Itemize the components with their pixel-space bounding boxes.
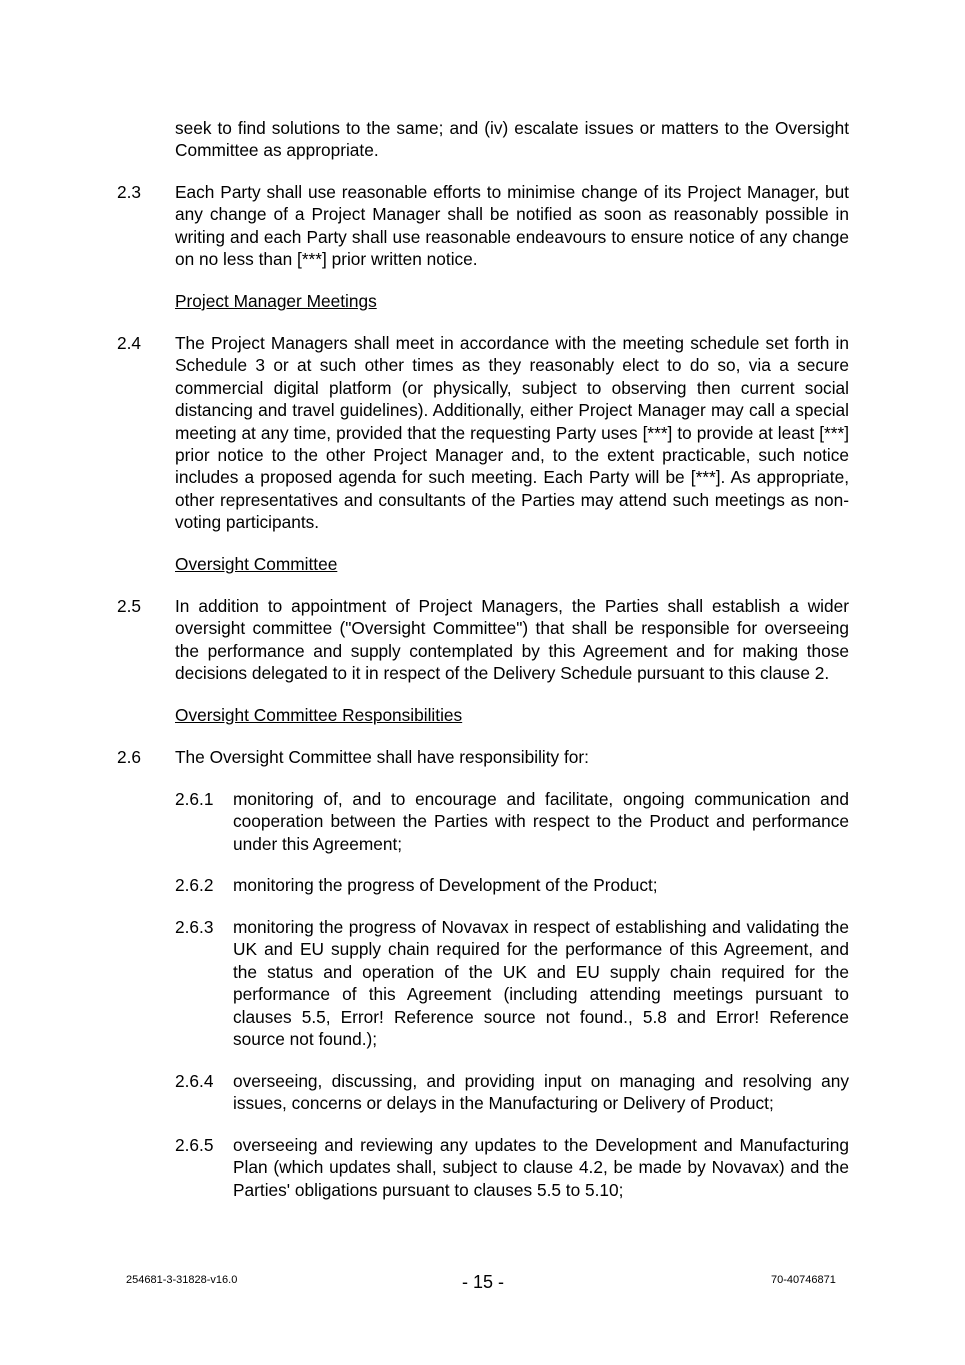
clause-2-6-5-text: overseeing and reviewing any updates to the Development and Manufacturing Plan (which updates shall, subject to clause 4.2, be made by Novavax) and the Parties' obligations pursuant to clauses 5.5 to 5.10;	[233, 1135, 849, 1200]
clause-2-6-2-text: monitoring the progress of Development of the Product;	[233, 875, 658, 895]
continuation-paragraph: seek to find solutions to the same; and (iv) escalate issues or matters to the Oversight Committee as appropriate.	[175, 118, 849, 161]
heading-oversight-committee: Oversight Committee	[175, 554, 338, 574]
clause-2-4-number: 2.4	[117, 333, 142, 353]
clause-2-6-4-number: 2.6.4	[175, 1071, 214, 1091]
clause-2-3-text: Each Party shall use reasonable efforts to minimise change of its Project Manager, but any change of a Project Manager shall be notified as soon as reasonably possible in writing and each Party shall use reasonable endeavours to ensure notice of any change on no less than [***] prior written notice.	[175, 182, 849, 270]
footer-document-reference: 254681-3-31828-v16.0	[126, 1274, 238, 1286]
footer-page-number: - 15 -	[462, 1272, 505, 1292]
clause-2-6-number: 2.6	[117, 747, 142, 767]
clause-2-6-5-number: 2.6.5	[175, 1135, 214, 1155]
clause-2-6-1-text: monitoring of, and to encourage and facilitate, ongoing communication and cooperation between the Parties with respect to the Product and performance under this Agreement;	[233, 789, 849, 854]
clause-2-6-3-text: monitoring the progress of Novavax in respect of establishing and validating the UK and EU supply chain required for the performance of this Agreement, and the status and operation of the UK and EU supply chain required for the performance of this Agreement (including attending meetings pursuant to clauses 5.5, Error! Reference source not found., 5.8 and Error! Reference source not found.);	[233, 917, 849, 1050]
clause-2-6-4-text: overseeing, discussing, and providing input on managing and resolving any issues, concerns or delays in the Manufacturing or Delivery of Product;	[233, 1071, 849, 1114]
clause-2-6-text: The Oversight Committee shall have responsibility for:	[175, 747, 589, 767]
clause-2-6-3-number: 2.6.3	[175, 917, 214, 937]
clause-2-6-1-number: 2.6.1	[175, 789, 214, 809]
clause-2-3-number: 2.3	[117, 182, 142, 202]
clause-2-4-text: The Project Managers shall meet in accordance with the meeting schedule set forth in Schedule 3 or at such other times as they reasonably elect to do so, via a secure commercial digital platform (or physically, subject to observing then current social distancing and travel guidelines). Additionally, either Project Manager may call a special meeting at any time, provided that the requesting Party uses [***] to provide at least [***] prior notice to the other Project Manager and, to the extent practicable, such notice includes a proposed agenda for such meeting. Each Party will be [***]. As appropriate, other representatives and consultants of the Parties may attend such meetings as non-voting participants.	[175, 333, 849, 533]
clause-2-6-2-number: 2.6.2	[175, 875, 214, 895]
footer-client-reference: 70-40746871	[771, 1274, 836, 1286]
clause-2-5-text: In addition to appointment of Project Managers, the Parties shall establish a wider oversight committee ("Oversight Committee") that shall be responsible for overseeing the performance and supply contemplated by this Agreement and for making those decisions delegated to it in respect of the Delivery Schedule pursuant to this clause 2.	[175, 596, 849, 684]
clause-2-5-number: 2.5	[117, 596, 142, 616]
heading-project-manager-meetings: Project Manager Meetings	[175, 291, 377, 311]
heading-oversight-committee-responsibilities: Oversight Committee Responsibilities	[175, 705, 463, 725]
